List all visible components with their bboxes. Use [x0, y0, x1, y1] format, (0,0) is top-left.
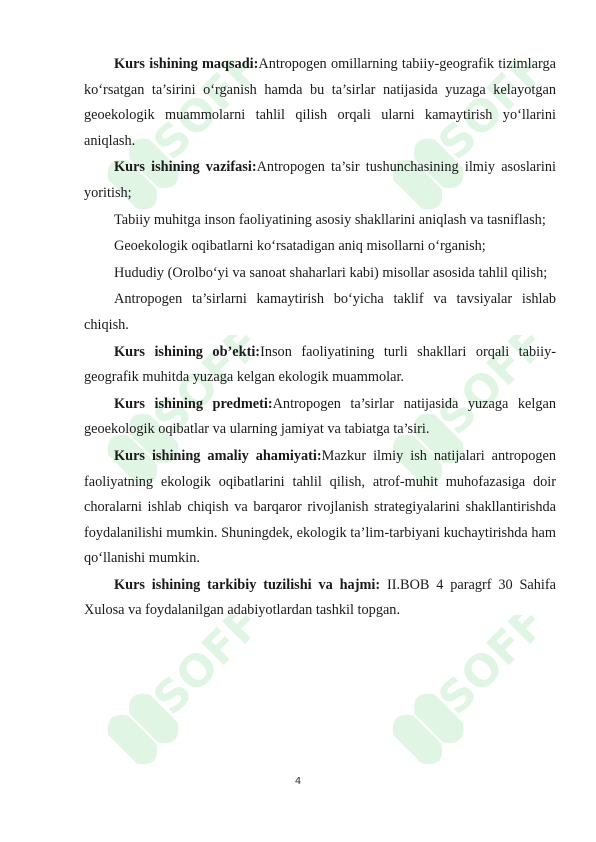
paragraph-label: Kurs ishining amaliy ahamiyati: [114, 447, 322, 464]
paragraph-text: Antropogen omillarning tabiiy-geografik tizimlarga ko‘rsatgan ta’sirini o‘rganish hamda bu ta’sirlar natijasida yuzaga kelayotgan geoekologik muammolarni tahlil qilish orqali ularni kamaytirish yo‘llarini aniqlash. [84, 56, 556, 149]
watermark-logo [365, 615, 535, 785]
paragraph-text: Mazkur ilmiy ish natijalari antropogen faoliyatning ekologik oqibatlarini tahlil qilish, atrof-muhit muhofazasiga doir choralarni ishlab chiqish va barqaror rivojlanish strategiyalarini shakllantirishda foydalanilishi mumkin. Shuningdek, ekologik ta’lim-tarbiyani kuchaytirishda ham qo‘llanishi mumkin. [84, 447, 556, 567]
paragraph-label: Kurs ishining ob’ekti: [114, 343, 261, 360]
paragraph-label: Kurs ishining vazifasi: [114, 159, 257, 176]
task-item [84, 261, 556, 287]
document-body [84, 52, 556, 624]
paragraph-text: Tabiiy muhitga inson faoliyatining asosiy shakllarini aniqlash va tasniflash; [114, 211, 546, 228]
task-item [84, 287, 556, 338]
paragraph-text: Antropogen ta’sir tushunchasining ilmiy asoslarini yoritish; [84, 159, 556, 201]
paragraph-label: Kurs ishining maqsadi: [114, 56, 259, 72]
task-item [84, 208, 556, 234]
watermark-text: SOFF [428, 335, 535, 445]
paragraph-text: Antropogen ta’sirlarni kamaytirish bo‘yicha taklif va tavsiyalar ishlab chiqish. [84, 291, 556, 333]
paragraph-text: II.BOB 4 paragrf 30 Sahifa Xulosa va foydalanilgan adabiyotlardan tashkil topgan. [84, 576, 556, 619]
paragraph-object [84, 340, 556, 391]
paragraph-subject [84, 392, 556, 443]
paragraph-text: Hududiy (Orolbo‘yi va sanoat shaharlari kabi) misollar asosida tahlil qilish; [114, 264, 548, 281]
paragraph-text: Inson faoliyatining turli shakllari orqali tabiiy-geografik muhitda yuzaga kelgan ekologik muammolar. [84, 343, 557, 386]
watermark-text: SOFF [143, 615, 250, 725]
watermark-text: SOFF [143, 60, 250, 170]
paragraph-label: Kurs ishining tarkibiy tuzilishi va hajmi: [114, 576, 381, 593]
task-item [84, 234, 556, 260]
paragraph-label: Kurs ishining predmeti: [114, 395, 273, 412]
paragraph-text: Geoekologik oqibatlarni ko‘rsatadigan aniq misollarni o‘rganish; [114, 238, 486, 255]
watermark-logo-icon [80, 615, 250, 785]
watermark-logo-icon [365, 615, 535, 785]
paragraph-text: Antropogen ta’sirlar natijasida yuzaga kelgan geoekologik oqibatlar va ularning jamiyat va tabiatga ta’siri. [84, 395, 556, 438]
watermark-text: SOFF [143, 335, 250, 445]
paragraph-practical-value [84, 444, 556, 572]
page-number: 4 [294, 776, 302, 787]
paragraph-goal [84, 52, 556, 154]
watermark-logo [80, 615, 250, 785]
paragraph-structure [84, 573, 556, 624]
watermark-text: SOFF [428, 60, 535, 170]
watermark-text: SOFF [428, 615, 535, 725]
paragraph-tasks [84, 155, 556, 206]
